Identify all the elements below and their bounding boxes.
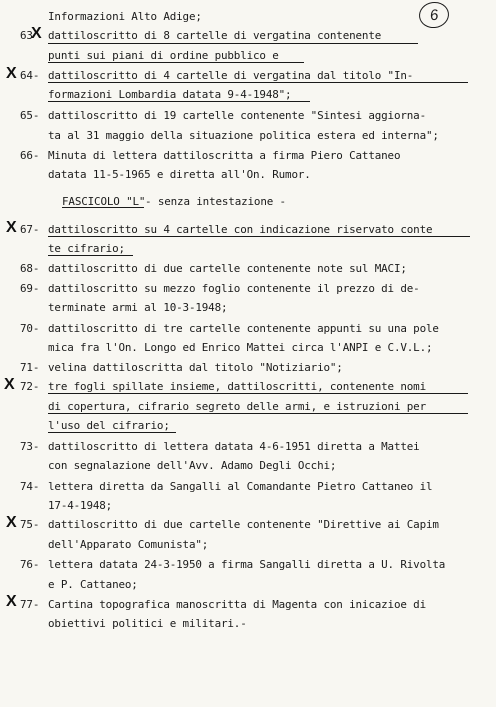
- item-number: 68-: [20, 262, 40, 275]
- item-line: datata 11-5-1965 e diretta all'On. Rumor.: [48, 168, 311, 181]
- item-number: 65-: [20, 109, 40, 122]
- item-line: ta al 31 maggio della situazione politica estera ed interna";: [48, 129, 439, 142]
- page-number: 6: [428, 6, 440, 24]
- item-line: terminate armi al 10-3-1948;: [48, 301, 228, 314]
- section-subtitle: - senza intestazione -: [145, 195, 286, 208]
- item-number: 72-: [20, 380, 40, 393]
- item-line: velina dattiloscritta dal titolo "Notiziario";: [48, 361, 343, 374]
- item-number: 70-: [20, 322, 40, 335]
- item-number: 74-: [20, 480, 40, 493]
- item-line: dattiloscritto di due cartelle contenente "Direttive ai Capim: [48, 518, 439, 531]
- handwritten-x-mark: X: [31, 25, 42, 42]
- handwritten-underline: [48, 62, 304, 63]
- handwritten-x-mark: X: [6, 219, 17, 236]
- item-line: dattiloscritto di tre cartelle contenente appunti su una pole: [48, 322, 439, 335]
- item-line: lettera datata 24-3-1950 a firma Sangalli diretta a U. Rivolta: [48, 558, 446, 571]
- item-number: 76-: [20, 558, 40, 571]
- header-line: Informazioni Alto Adige;: [48, 10, 202, 23]
- item-number: 63: [20, 29, 33, 42]
- handwritten-underline: [48, 393, 468, 394]
- handwritten-underline: [48, 413, 468, 414]
- item-line: obiettivi politici e militari.-: [48, 617, 247, 630]
- item-number: 77-: [20, 598, 40, 611]
- item-number: 67-: [20, 223, 40, 236]
- item-line: dattiloscritto di lettera datata 4-6-1951 diretta a Mattei: [48, 440, 420, 453]
- item-number: 73-: [20, 440, 40, 453]
- handwritten-x-mark: X: [4, 376, 15, 393]
- item-line: lettera diretta da Sangalli al Comandante Pietro Cattaneo il: [48, 480, 433, 493]
- handwritten-underline: [48, 255, 133, 256]
- handwritten-underline: [48, 101, 310, 102]
- page-number-circle: [417, 0, 450, 30]
- item-line: dattiloscritto su mezzo foglio contenente il prezzo di de-: [48, 282, 420, 295]
- item-line: mica fra l'On. Longo ed Enrico Mattei circa l'ANPI e C.V.L.;: [48, 341, 433, 354]
- item-line: dattiloscritto di 8 cartelle di vergatina contenente: [48, 29, 382, 42]
- handwritten-x-mark: X: [6, 514, 17, 531]
- handwritten-x-mark: X: [6, 65, 17, 82]
- item-line: formazioni Lombardia datata 9-4-1948";: [48, 88, 292, 101]
- item-number: 75-: [20, 518, 40, 531]
- handwritten-underline: [48, 43, 418, 44]
- item-line: punti sui piani di ordine pubblico e: [48, 49, 279, 62]
- handwritten-underline: [48, 236, 470, 237]
- item-line: dattiloscritto su 4 cartelle con indicazione riservato conte: [48, 223, 433, 236]
- item-number: 66-: [20, 149, 40, 162]
- item-line: te cifrario;: [48, 242, 125, 255]
- item-line: l'uso del cifrario;: [48, 419, 170, 432]
- section-title: FASCICOLO "L": [62, 195, 146, 208]
- item-line: Minuta di lettera dattiloscritta a firma Piero Cattaneo: [48, 149, 401, 162]
- handwritten-x-mark: X: [6, 593, 17, 610]
- item-number: 64-: [20, 69, 40, 82]
- item-line: dattiloscritto di due cartelle contenente note sul MACI;: [48, 262, 407, 275]
- item-number: 71-: [20, 361, 40, 374]
- item-number: 69-: [20, 282, 40, 295]
- item-line: 17-4-1948;: [48, 499, 113, 512]
- item-line: con segnalazione dell'Avv. Adamo Degli Occhi;: [48, 459, 337, 472]
- item-line: dattiloscritto di 4 cartelle di vergatina dal titolo "In-: [48, 69, 414, 82]
- item-line: di copertura, cifrario segreto delle armi, e istruzioni per: [48, 400, 426, 413]
- item-line: dattiloscritto di 19 cartelle contenente "Sintesi aggiorna-: [48, 109, 426, 122]
- section-title-underline: [62, 207, 144, 208]
- handwritten-underline: [48, 432, 176, 433]
- item-line: e P. Cattaneo;: [48, 578, 138, 591]
- handwritten-underline: [48, 82, 468, 83]
- item-line: Cartina topografica manoscritta di Magenta con inicazioe di: [48, 598, 426, 611]
- item-line: dell'Apparato Comunista";: [48, 538, 209, 551]
- item-line: tre fogli spillate insieme, dattiloscritti, contenente nomi: [48, 380, 426, 393]
